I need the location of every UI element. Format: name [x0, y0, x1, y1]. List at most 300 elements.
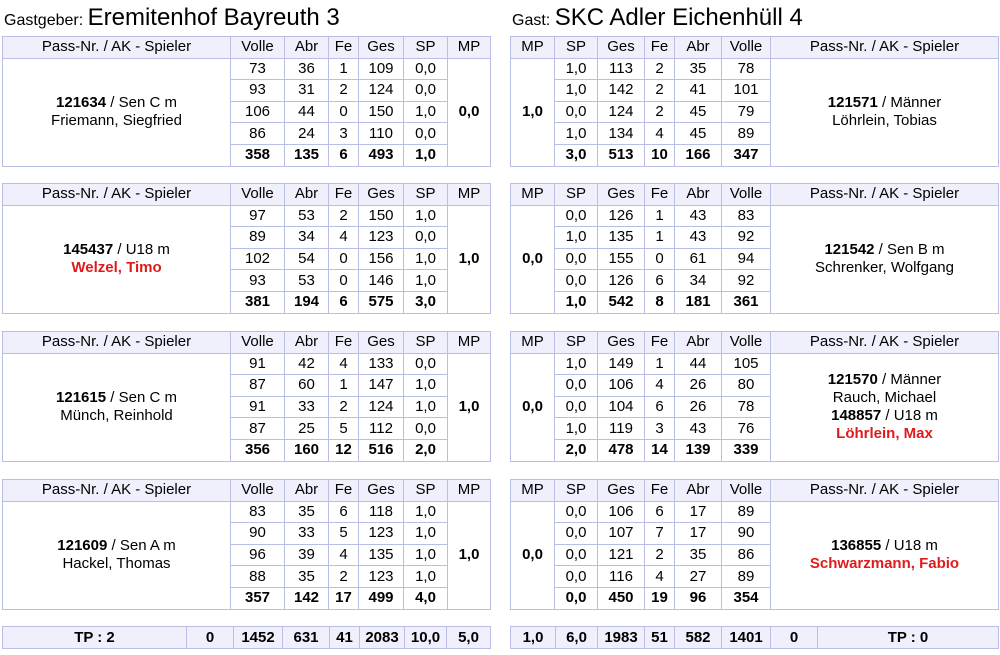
guest-matchup-table: [510, 36, 999, 167]
column-header-volle: Volle: [722, 37, 771, 59]
fe-cell: 5: [329, 418, 359, 440]
sp-cell: 0,0: [555, 101, 598, 123]
ges-cell: 135: [359, 544, 404, 566]
fe-cell: 4: [645, 566, 675, 588]
ges-cell: 499: [359, 587, 404, 609]
fe-cell: 1: [645, 205, 675, 227]
column-header-volle: Volle: [231, 37, 285, 59]
volle-cell: 83: [722, 205, 771, 227]
home-player-cell: [3, 205, 231, 313]
column-header-abr: Abr: [675, 37, 722, 59]
sp-cell: 1,0: [555, 227, 598, 249]
guest-team-name: SKC Adler Eichenhüll 4: [554, 4, 803, 31]
home-team-label: Gastgeber:: [4, 12, 84, 29]
column-header-fe: Fe: [329, 480, 359, 502]
abr-cell: 36: [285, 58, 329, 80]
volle-cell: 356: [231, 439, 285, 461]
abr-cell: 39: [285, 544, 329, 566]
column-header-player: Pass-Nr. / AK - Spieler: [771, 37, 999, 59]
volle-cell: 102: [231, 248, 285, 270]
fe-cell: 7: [645, 523, 675, 545]
ges-cell: 116: [598, 566, 645, 588]
ges-cell: 126: [598, 270, 645, 292]
fe-cell: 6: [645, 501, 675, 523]
ges-cell: 142: [598, 80, 645, 102]
volle-cell: 347: [722, 144, 771, 166]
home-match-points: 1,0: [448, 501, 491, 609]
volle-cell: 381: [231, 291, 285, 313]
volle-cell: 97: [231, 205, 285, 227]
sp-cell: 1,0: [555, 418, 598, 440]
ges-cell: 118: [359, 501, 404, 523]
guest-match-points: 0,0: [511, 501, 555, 609]
ges-cell: 110: [359, 123, 404, 145]
fe-cell: 4: [645, 375, 675, 397]
home-player-cell: [3, 501, 231, 609]
column-header-ges: Ges: [598, 184, 645, 206]
volle-cell: 90: [722, 523, 771, 545]
fe-cell: 0: [645, 248, 675, 270]
volle-cell: 339: [722, 439, 771, 461]
volle-cell: 88: [231, 566, 285, 588]
volle-cell: 105: [722, 353, 771, 375]
ges-cell: 155: [598, 248, 645, 270]
player-age-class: / Männer: [877, 94, 942, 112]
ges-cell: 133: [359, 353, 404, 375]
fe-cell: 2: [329, 205, 359, 227]
home-match-points: 0,0: [448, 58, 491, 166]
substitute-player-name: Schwarzmann, Fabio: [809, 555, 960, 573]
fe-cell: 1: [645, 227, 675, 249]
column-header-sp: SP: [555, 480, 598, 502]
ges-cell: 124: [359, 80, 404, 102]
ges-cell: 542: [598, 291, 645, 313]
player-pass-number: 136855: [831, 537, 882, 555]
sp-cell: 1,0: [555, 80, 598, 102]
abr-cell: 45: [675, 101, 722, 123]
fe-cell: 10: [645, 144, 675, 166]
abr-cell: 25: [285, 418, 329, 440]
fe-cell: 3: [645, 418, 675, 440]
guest-matchup-table: [510, 479, 999, 610]
abr-cell: 35: [285, 501, 329, 523]
sp-cell: 2,0: [404, 439, 448, 461]
fe-cell: 4: [645, 123, 675, 145]
player-pass-line: [771, 241, 998, 259]
column-header-fe: Fe: [329, 332, 359, 354]
player-name: Rauch, Michael: [832, 389, 937, 407]
game-row: [511, 205, 999, 227]
player-age-class: / U18 m: [881, 537, 938, 555]
home-matchup-table: [2, 479, 491, 610]
abr-cell: 43: [675, 205, 722, 227]
volle-cell: 89: [231, 227, 285, 249]
volle-cell: 94: [722, 248, 771, 270]
fe-cell: 5: [329, 523, 359, 545]
guest-total-cell: 0: [771, 627, 818, 649]
ges-cell: 123: [359, 566, 404, 588]
sp-cell: 1,0: [404, 544, 448, 566]
volle-cell: 87: [231, 418, 285, 440]
guest-total-tp: TP : 0: [818, 627, 999, 649]
player-pass-line: [771, 407, 998, 425]
column-header-player: Pass-Nr. / AK - Spieler: [3, 37, 231, 59]
sp-cell: 1,0: [555, 58, 598, 80]
column-header-abr: Abr: [675, 480, 722, 502]
table-header-row: [511, 480, 999, 502]
player-pass-number: 121570: [827, 371, 878, 389]
sp-cell: 0,0: [404, 80, 448, 102]
ges-cell: 156: [359, 248, 404, 270]
fe-cell: 6: [645, 270, 675, 292]
volle-cell: 89: [722, 501, 771, 523]
volle-cell: 91: [231, 353, 285, 375]
volle-cell: 357: [231, 587, 285, 609]
home-player-cell: [3, 353, 231, 461]
ges-cell: 146: [359, 270, 404, 292]
volle-cell: 361: [722, 291, 771, 313]
ges-cell: 134: [598, 123, 645, 145]
volle-cell: 78: [722, 58, 771, 80]
column-header-mp: MP: [448, 184, 491, 206]
player-age-class: / Sen C m: [106, 389, 177, 407]
column-header-sp: SP: [555, 332, 598, 354]
column-header-abr: Abr: [285, 184, 329, 206]
fe-cell: 2: [645, 101, 675, 123]
fe-cell: 8: [645, 291, 675, 313]
player-pass-number: 148857: [831, 407, 882, 425]
sp-cell: 1,0: [555, 291, 598, 313]
sp-cell: 1,0: [404, 248, 448, 270]
home-team-name: Eremitenhof Bayreuth 3: [87, 4, 340, 31]
guest-total-mp: 1,0: [511, 627, 556, 649]
fe-cell: 1: [645, 353, 675, 375]
sp-cell: 1,0: [404, 566, 448, 588]
ges-cell: 123: [359, 523, 404, 545]
sp-cell: 0,0: [555, 396, 598, 418]
player-pass-number: 145437: [63, 241, 114, 259]
guest-matchup-table: [510, 331, 999, 462]
volle-cell: 80: [722, 375, 771, 397]
home-total-tp: TP : 2: [3, 627, 187, 649]
ges-cell: 149: [598, 353, 645, 375]
guest-player-cell: [771, 58, 999, 166]
fe-cell: 6: [329, 501, 359, 523]
player-age-class: / Männer: [877, 371, 942, 389]
home-total-abr: 631: [283, 627, 330, 649]
column-header-volle: Volle: [231, 480, 285, 502]
abr-cell: 53: [285, 270, 329, 292]
player-pass-number: 121615: [56, 389, 107, 407]
volle-cell: 86: [722, 544, 771, 566]
abr-cell: 43: [675, 418, 722, 440]
table-header-row: [3, 332, 491, 354]
player-age-class: / U18 m: [881, 407, 938, 425]
guest-player-cell: [771, 501, 999, 609]
sp-cell: 0,0: [555, 270, 598, 292]
guest-matchup-table: [510, 183, 999, 314]
column-header-mp: MP: [511, 480, 555, 502]
guest-total-ges: 1983: [598, 627, 645, 649]
player-age-class: / U18 m: [113, 241, 170, 259]
fe-cell: 4: [329, 544, 359, 566]
volle-cell: 93: [231, 270, 285, 292]
fe-cell: 2: [645, 544, 675, 566]
column-header-abr: Abr: [675, 184, 722, 206]
abr-cell: 26: [675, 375, 722, 397]
column-header-fe: Fe: [329, 184, 359, 206]
home-matchup-table: [2, 183, 491, 314]
home-match-points: 1,0: [448, 353, 491, 461]
guest-totals-row: [510, 626, 999, 649]
player-name: Münch, Reinhold: [60, 407, 173, 425]
column-header-ges: Ges: [359, 332, 404, 354]
abr-cell: 31: [285, 80, 329, 102]
ges-cell: 150: [359, 205, 404, 227]
column-header-abr: Abr: [285, 37, 329, 59]
ges-cell: 112: [359, 418, 404, 440]
abr-cell: 142: [285, 587, 329, 609]
player-pass-line: [3, 241, 230, 259]
column-header-ges: Ges: [598, 332, 645, 354]
home-match-points: 1,0: [448, 205, 491, 313]
abr-cell: 34: [675, 270, 722, 292]
ges-cell: 113: [598, 58, 645, 80]
abr-cell: 17: [675, 501, 722, 523]
ges-cell: 123: [359, 227, 404, 249]
home-total-sp: 10,0: [405, 627, 447, 649]
home-matchup-table: [2, 331, 491, 462]
fe-cell: 2: [329, 396, 359, 418]
guest-team-header: [512, 4, 803, 32]
column-header-ges: Ges: [359, 184, 404, 206]
ges-cell: 124: [598, 101, 645, 123]
ges-cell: 121: [598, 544, 645, 566]
volle-cell: 354: [722, 587, 771, 609]
substitute-player-name: Löhrlein, Max: [836, 425, 933, 443]
volle-cell: 91: [231, 396, 285, 418]
table-header-row: [3, 480, 491, 502]
column-header-player: Pass-Nr. / AK - Spieler: [3, 332, 231, 354]
column-header-player: Pass-Nr. / AK - Spieler: [771, 480, 999, 502]
fe-cell: 2: [329, 80, 359, 102]
abr-cell: 166: [675, 144, 722, 166]
game-row: [511, 501, 999, 523]
volle-cell: 358: [231, 144, 285, 166]
abr-cell: 35: [285, 566, 329, 588]
player-pass-line: [3, 537, 230, 555]
fe-cell: 3: [329, 123, 359, 145]
column-header-mp: MP: [448, 332, 491, 354]
guest-total-abr: 582: [675, 627, 722, 649]
ges-cell: 124: [359, 396, 404, 418]
sp-cell: 1,0: [555, 123, 598, 145]
volle-cell: 73: [231, 58, 285, 80]
abr-cell: 45: [675, 123, 722, 145]
abr-cell: 160: [285, 439, 329, 461]
ges-cell: 516: [359, 439, 404, 461]
column-header-fe: Fe: [645, 480, 675, 502]
volle-cell: 93: [231, 80, 285, 102]
volle-cell: 96: [231, 544, 285, 566]
abr-cell: 139: [675, 439, 722, 461]
sp-cell: 3,0: [404, 291, 448, 313]
player-pass-number: 121634: [56, 94, 107, 112]
column-header-abr: Abr: [285, 332, 329, 354]
volle-cell: 89: [722, 123, 771, 145]
player-pass-line: [3, 94, 230, 112]
column-header-mp: MP: [511, 37, 555, 59]
sp-cell: 1,0: [404, 205, 448, 227]
column-header-abr: Abr: [675, 332, 722, 354]
fe-cell: 1: [329, 58, 359, 80]
column-header-player: Pass-Nr. / AK - Spieler: [3, 480, 231, 502]
fe-cell: 2: [645, 58, 675, 80]
column-header-volle: Volle: [722, 184, 771, 206]
abr-cell: 27: [675, 566, 722, 588]
column-header-mp: MP: [511, 184, 555, 206]
volle-cell: 79: [722, 101, 771, 123]
fe-cell: 1: [329, 375, 359, 397]
abr-cell: 53: [285, 205, 329, 227]
guest-match-points: 0,0: [511, 353, 555, 461]
sp-cell: 0,0: [404, 353, 448, 375]
sp-cell: 0,0: [404, 123, 448, 145]
sp-cell: 0,0: [555, 587, 598, 609]
ges-cell: 450: [598, 587, 645, 609]
column-header-fe: Fe: [645, 37, 675, 59]
sp-cell: 0,0: [404, 58, 448, 80]
column-header-sp: SP: [555, 184, 598, 206]
player-name: Löhrlein, Tobias: [832, 112, 937, 130]
game-row: [3, 353, 491, 375]
column-header-abr: Abr: [285, 480, 329, 502]
volle-cell: 86: [231, 123, 285, 145]
abr-cell: 35: [675, 544, 722, 566]
ges-cell: 135: [598, 227, 645, 249]
sp-cell: 0,0: [555, 205, 598, 227]
fe-cell: 6: [329, 291, 359, 313]
column-header-mp: MP: [511, 332, 555, 354]
player-age-class: / Sen B m: [874, 241, 945, 259]
column-header-player: Pass-Nr. / AK - Spieler: [771, 332, 999, 354]
player-pass-number: 121542: [824, 241, 875, 259]
column-header-sp: SP: [404, 37, 448, 59]
player-pass-number: 121609: [57, 537, 108, 555]
sp-cell: 4,0: [404, 587, 448, 609]
column-header-fe: Fe: [645, 184, 675, 206]
table-header-row: [511, 332, 999, 354]
column-header-player: Pass-Nr. / AK - Spieler: [3, 184, 231, 206]
guest-match-points: 1,0: [511, 58, 555, 166]
volle-cell: 89: [722, 566, 771, 588]
player-pass-line: [771, 537, 998, 555]
abr-cell: 135: [285, 144, 329, 166]
fe-cell: 14: [645, 439, 675, 461]
guest-player-cell: [771, 353, 999, 461]
abr-cell: 181: [675, 291, 722, 313]
fe-cell: 0: [329, 101, 359, 123]
sp-cell: 0,0: [404, 227, 448, 249]
home-player-cell: [3, 58, 231, 166]
ges-cell: 119: [598, 418, 645, 440]
home-total-fe: 41: [330, 627, 360, 649]
substitute-player-name: Welzel, Timo: [71, 259, 162, 277]
game-row: [3, 501, 491, 523]
game-row: [511, 353, 999, 375]
column-header-volle: Volle: [722, 332, 771, 354]
abr-cell: 61: [675, 248, 722, 270]
fe-cell: 17: [329, 587, 359, 609]
player-name: Schrenker, Wolfgang: [815, 259, 954, 277]
abr-cell: 54: [285, 248, 329, 270]
abr-cell: 41: [675, 80, 722, 102]
ges-cell: 106: [598, 375, 645, 397]
column-header-sp: SP: [404, 184, 448, 206]
fe-cell: 19: [645, 587, 675, 609]
player-pass-line: [771, 371, 998, 389]
guest-match-points: 0,0: [511, 205, 555, 313]
column-header-fe: Fe: [329, 37, 359, 59]
guest-total-volle: 1401: [722, 627, 771, 649]
sp-cell: 0,0: [555, 375, 598, 397]
guest-total-sp: 6,0: [556, 627, 598, 649]
home-total-ges: 2083: [360, 627, 405, 649]
sp-cell: 0,0: [555, 566, 598, 588]
player-name: Hackel, Thomas: [62, 555, 171, 573]
sp-cell: 1,0: [404, 396, 448, 418]
player-pass-line: [771, 94, 998, 112]
abr-cell: 96: [675, 587, 722, 609]
column-header-fe: Fe: [645, 332, 675, 354]
player-pass-line: [3, 389, 230, 407]
abr-cell: 43: [675, 227, 722, 249]
volle-cell: 92: [722, 270, 771, 292]
ges-cell: 107: [598, 523, 645, 545]
abr-cell: 44: [675, 353, 722, 375]
abr-cell: 24: [285, 123, 329, 145]
sp-cell: 1,0: [404, 523, 448, 545]
fe-cell: 2: [329, 566, 359, 588]
ges-cell: 493: [359, 144, 404, 166]
sp-cell: 1,0: [404, 144, 448, 166]
ges-cell: 478: [598, 439, 645, 461]
fe-cell: 2: [645, 80, 675, 102]
abr-cell: 17: [675, 523, 722, 545]
volle-cell: 76: [722, 418, 771, 440]
ges-cell: 126: [598, 205, 645, 227]
sp-cell: 1,0: [404, 270, 448, 292]
game-row: [3, 205, 491, 227]
fe-cell: 0: [329, 270, 359, 292]
column-header-ges: Ges: [598, 480, 645, 502]
column-header-volle: Volle: [231, 332, 285, 354]
sp-cell: 3,0: [555, 144, 598, 166]
fe-cell: 0: [329, 248, 359, 270]
sp-cell: 1,0: [404, 501, 448, 523]
abr-cell: 26: [675, 396, 722, 418]
sp-cell: 0,0: [555, 501, 598, 523]
sp-cell: 0,0: [555, 544, 598, 566]
column-header-mp: MP: [448, 37, 491, 59]
ges-cell: 575: [359, 291, 404, 313]
sp-cell: 2,0: [555, 439, 598, 461]
volle-cell: 87: [231, 375, 285, 397]
ges-cell: 106: [598, 501, 645, 523]
game-row: [511, 58, 999, 80]
home-total-volle: 1452: [234, 627, 283, 649]
column-header-sp: SP: [555, 37, 598, 59]
